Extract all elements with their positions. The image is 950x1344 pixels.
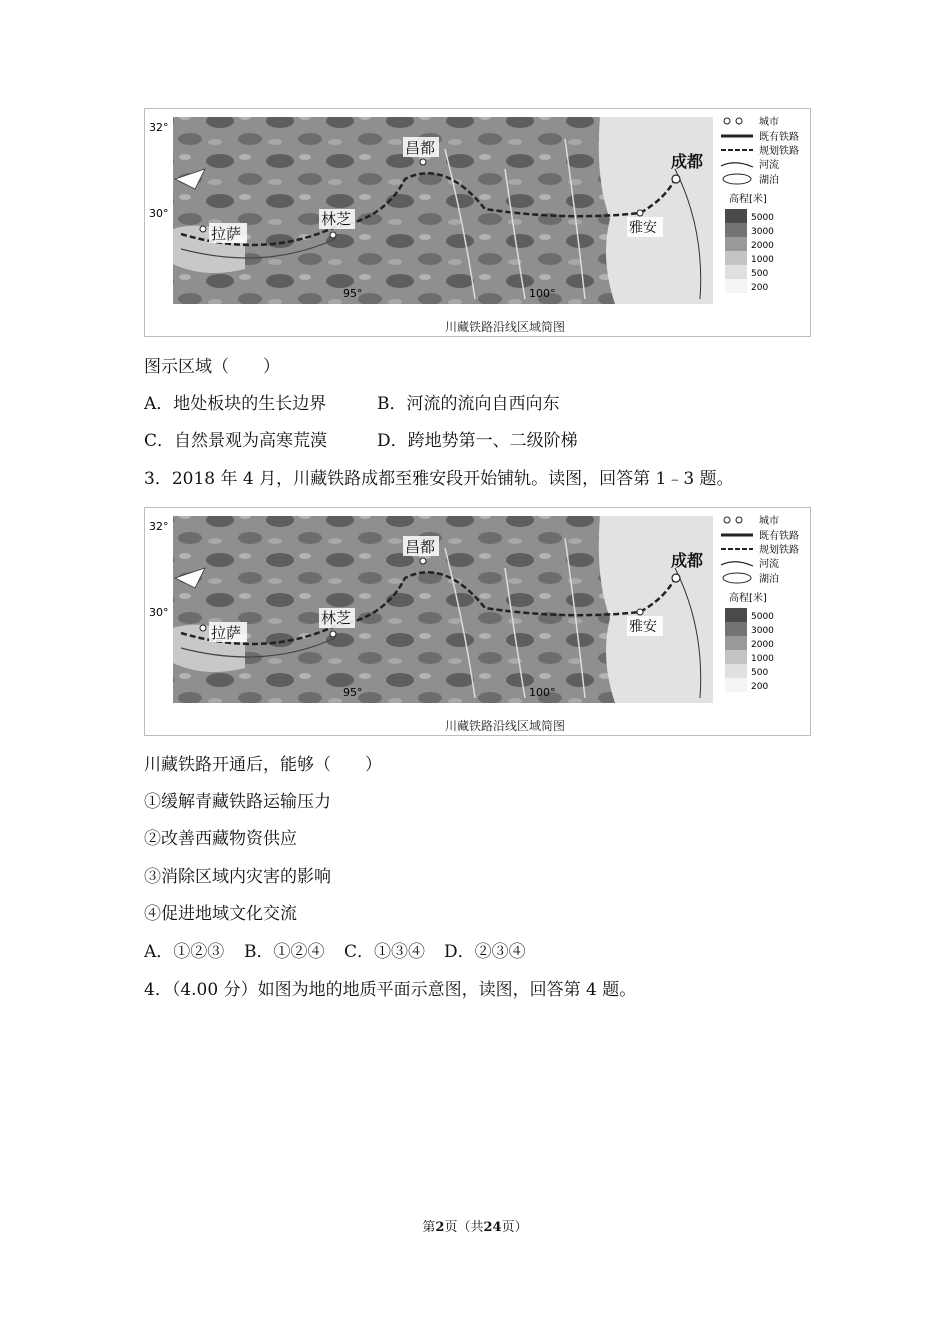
q3-option-b[interactable]: B．①②④ xyxy=(244,942,325,962)
elev-3000: 3000 xyxy=(751,626,774,636)
legend-elevation-title: 高程[米] xyxy=(729,593,767,604)
map-figure-2 xyxy=(144,507,811,736)
city-label-chengdu: 成都 xyxy=(671,152,704,171)
city-label-lhasa: 拉萨 xyxy=(211,624,242,642)
q3-option-d[interactable]: D．②③④ xyxy=(444,942,526,962)
lat-label-32: 32° xyxy=(149,121,169,134)
legend-planned-railway: 规划铁路 xyxy=(759,545,799,556)
q2-option-c[interactable]: C．自然景观为高寒荒漠 xyxy=(144,431,328,451)
map-legend xyxy=(721,115,799,293)
elev-1000: 1000 xyxy=(751,654,774,664)
footer-suffix: 页） xyxy=(501,1220,528,1235)
q2-stem: 图示区域（ ） xyxy=(144,357,280,377)
city-label-qamdo: 昌都 xyxy=(405,538,436,556)
legend-city: 城市 xyxy=(759,516,779,527)
q3-options-row xyxy=(144,941,526,963)
lat-label-30: 30° xyxy=(149,606,169,619)
q2-option-d[interactable]: D．跨地势第一、二级阶梯 xyxy=(377,431,578,451)
legend-elevation-title: 高程[米] xyxy=(729,194,767,205)
legend-city: 城市 xyxy=(759,117,779,128)
page-footer xyxy=(0,1216,950,1235)
q2-options-row-2 xyxy=(144,430,578,452)
elev-500: 500 xyxy=(751,668,769,678)
lat-label-32: 32° xyxy=(149,520,169,533)
lon-label-100: 100° xyxy=(529,287,556,300)
footer-page-number: 2 xyxy=(435,1220,445,1235)
map-figure-1 xyxy=(144,108,811,337)
map-legend xyxy=(721,514,799,692)
city-label-yaan: 雅安 xyxy=(629,220,657,236)
map-svg-2 xyxy=(145,508,812,737)
q3-item-1: ①缓解青藏铁路运输压力 xyxy=(144,792,331,812)
footer-mid: 页（共 xyxy=(444,1220,484,1235)
legend-lake: 湖泊 xyxy=(759,175,779,186)
q3-option-a[interactable]: A．①②③ xyxy=(144,942,225,962)
map-svg-1 xyxy=(145,109,812,338)
q2-option-a[interactable]: A．地处板块的生长边界 xyxy=(144,394,327,414)
legend-lake: 湖泊 xyxy=(759,574,779,585)
lat-label-30: 30° xyxy=(149,207,169,220)
elev-5000: 5000 xyxy=(751,612,774,622)
q3-intro: 3．2018 年 4 月，川藏铁路成都至雅安段开始铺轨。读图，回答第 1﹣3 题。 xyxy=(144,469,734,489)
map-caption: 川藏铁路沿线区域简图 xyxy=(445,320,566,334)
elev-200: 200 xyxy=(751,283,769,293)
city-label-nyingchi: 林芝 xyxy=(321,210,352,228)
lon-label-95: 95° xyxy=(343,686,363,699)
q3-item-4: ④促进地域文化交流 xyxy=(144,904,297,924)
city-label-qamdo: 昌都 xyxy=(405,139,436,157)
elev-200: 200 xyxy=(751,682,769,692)
legend-existing-railway: 既有铁路 xyxy=(759,531,799,542)
q3-stem: 川藏铁路开通后，能够（ ） xyxy=(144,755,382,775)
q3-item-2: ②改善西藏物资供应 xyxy=(144,829,297,849)
elev-2000: 2000 xyxy=(751,241,774,251)
q2-option-b[interactable]: B．河流的流向自西向东 xyxy=(377,394,560,414)
legend-planned-railway: 规划铁路 xyxy=(759,146,799,157)
elev-5000: 5000 xyxy=(751,213,774,223)
city-label-yaan: 雅安 xyxy=(629,619,657,635)
map-caption: 川藏铁路沿线区域简图 xyxy=(445,719,566,733)
city-label-lhasa: 拉萨 xyxy=(211,225,242,243)
q2-options-row-1 xyxy=(144,393,560,415)
legend-river: 河流 xyxy=(759,559,779,570)
legend-existing-railway: 既有铁路 xyxy=(759,132,799,143)
q3-option-c[interactable]: C．①③④ xyxy=(344,942,426,962)
lon-label-100: 100° xyxy=(529,686,556,699)
lon-label-95: 95° xyxy=(343,287,363,300)
footer-prefix: 第 xyxy=(422,1220,436,1235)
elev-2000: 2000 xyxy=(751,640,774,650)
elev-500: 500 xyxy=(751,269,769,279)
city-label-chengdu: 成都 xyxy=(671,551,704,570)
q4-intro: 4．（4.00 分）如图为地的地质平面示意图，读图，回答第 4 题。 xyxy=(144,980,637,1000)
elev-1000: 1000 xyxy=(751,255,774,265)
city-label-nyingchi: 林芝 xyxy=(321,609,352,627)
elev-3000: 3000 xyxy=(751,227,774,237)
q3-item-3: ③消除区域内灾害的影响 xyxy=(144,867,331,887)
legend-river: 河流 xyxy=(759,160,779,171)
footer-total-pages: 24 xyxy=(483,1220,502,1235)
